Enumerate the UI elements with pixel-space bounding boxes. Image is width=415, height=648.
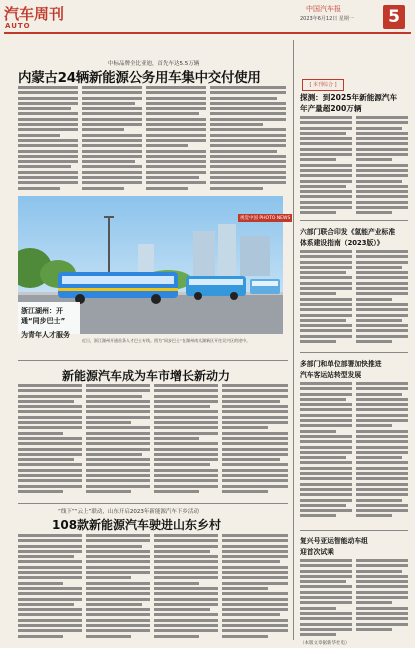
story3-body-column-3 — [154, 534, 218, 642]
story2-body-column-3 — [154, 384, 218, 496]
lead-body-column-3 — [146, 86, 206, 192]
sidebar-story4-headline-1: 复兴号亚运智能动车组 — [300, 537, 368, 545]
sidebar-story2-headline-1: 六部门联合印发《氢能产业标准 — [300, 228, 396, 236]
lead-body-column-4 — [210, 86, 286, 192]
column-divider — [293, 40, 294, 640]
sidebar-story3-body-col-1 — [300, 382, 352, 524]
story2-body-column-1 — [18, 384, 82, 496]
footer-note: （本版文章据新华社电） — [300, 641, 350, 646]
sidebar-story1-headline-2: 年产量超200万辆 — [300, 104, 362, 113]
story2-headline: 新能源汽车成为车市增长新动力 — [62, 369, 231, 383]
sidebar-divider-1 — [300, 220, 408, 221]
story2-body-column-4 — [222, 384, 288, 496]
sidebar-story3-body-col-2 — [356, 382, 408, 524]
sidebar-story2-headline-2: 体系建设指南（2023版）》 — [300, 239, 384, 247]
sidebar-story4-body-col-2 — [356, 559, 408, 637]
sidebar-story2-body-col-1 — [300, 250, 352, 346]
date-line: 2023年6月12日 星期一 — [300, 16, 354, 22]
story3-body-column-1 — [18, 534, 82, 642]
photo-caption-line-2: 为青年人才服务 — [21, 331, 70, 339]
sidebar-divider-3 — [300, 530, 408, 531]
section-title: 汽车周刊 — [4, 5, 65, 23]
page-number-badge: 5 — [383, 5, 405, 29]
sidebar-story3-headline-1: 多部门和单位部署加快推进 — [300, 360, 382, 368]
bus-3 — [250, 279, 280, 294]
story3-body-column-4 — [222, 534, 288, 642]
photo-watermark: 视觉中国 PHOTO NEWS — [240, 216, 291, 221]
section-divider-2 — [18, 503, 288, 504]
sidebar-story1-body-col-1 — [300, 116, 352, 214]
lead-body-column-1 — [18, 86, 78, 192]
sidebar-story1-body-col-2 — [356, 116, 408, 214]
story3-kicker: “线下”“云上”联动，山东开启2023年新能源汽车下乡活动 — [58, 509, 199, 515]
lead-headline: 内蒙古24辆新能源公务用车集中交付使用 — [18, 70, 261, 86]
sidebar-story4-headline-2: 迎首次试乘 — [300, 548, 334, 556]
story3-headline: 108款新能源汽车驶进山东乡村 — [52, 518, 222, 532]
sidebar-label: [ 本刊综合 ] — [302, 79, 344, 91]
lead-body-column-2 — [82, 86, 142, 192]
section-subtitle: AUTO — [5, 22, 31, 30]
sidebar-story4-body-col-1 — [300, 559, 352, 637]
section-divider — [18, 360, 288, 361]
story3-body-column-2 — [86, 534, 150, 642]
sidebar-story2-body-col-2 — [356, 250, 408, 346]
sidebar-story3-headline-2: 汽车客运站转型发展 — [300, 371, 362, 379]
story2-body-column-2 — [86, 384, 150, 496]
photo-caption-line-1: 浙江湖州：开通“同步巴士” — [21, 307, 66, 325]
sidebar-divider-2 — [300, 352, 408, 353]
photo-caption — [18, 302, 80, 339]
photo-note: 近日，浙江湖州开通首条人才巴士专线。图为“同步巴士”在湖州南太湖新区开往吴兴区的途中。 — [82, 338, 251, 343]
sidebar-story1-headline-1: 探测：到2025年新能源汽车 — [300, 93, 398, 102]
masthead-rule — [4, 32, 411, 34]
lead-kicker: 中标品牌全比亚迪，首先车达5.5万辆 — [108, 61, 200, 67]
newspaper-name: 中国汽车报 — [306, 5, 341, 13]
